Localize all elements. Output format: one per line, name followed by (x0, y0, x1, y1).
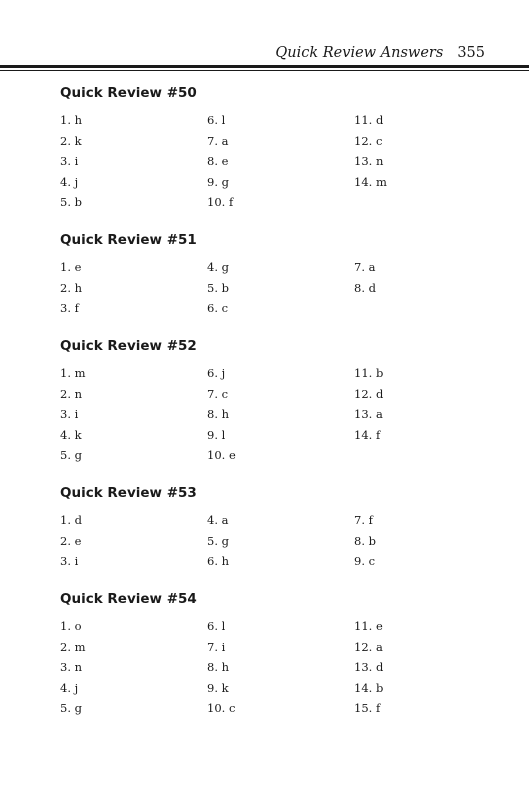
answer-item: 4. j (60, 680, 79, 695)
answer-item: 6. l (207, 113, 226, 127)
answer-item: 3. i (60, 154, 79, 168)
answer-item: 7. a (207, 133, 229, 148)
answer-item: 4. g (207, 260, 229, 274)
answer-item: 3. f (60, 301, 79, 315)
answer-item: 13. d (354, 660, 384, 674)
answer-item: 6. j (207, 366, 226, 380)
answer-item: 7. c (207, 386, 229, 401)
running-head (275, 45, 485, 61)
section-title: Quick Review #51 (60, 232, 197, 248)
answer-item: 12. a (354, 639, 383, 654)
answer-item: 5. g (207, 533, 229, 548)
answer-item: 5. g (60, 448, 82, 462)
answer-item: 3. i (60, 407, 79, 421)
answer-item: 6. c (207, 301, 229, 315)
answer-item: 1. h (60, 113, 83, 127)
answer-item: 2. h (60, 280, 83, 295)
section-title: Quick Review #50 (60, 85, 197, 101)
answer-item: 3. n (60, 660, 83, 674)
answer-grid (60, 616, 500, 719)
answer-grid (60, 510, 500, 572)
answer-item: 1. e (60, 260, 82, 274)
answer-item: 5. g (60, 701, 82, 715)
answer-item: 6. h (207, 554, 230, 568)
answer-item: 14. f (354, 427, 381, 442)
quick-review-section-54 (60, 589, 500, 719)
answer-grid (60, 110, 500, 213)
answer-item: 7. i (207, 639, 226, 654)
answer-item: 1. o (60, 619, 82, 633)
answer-item: 8. h (207, 407, 230, 421)
answer-item: 13. a (354, 407, 383, 421)
answer-item: 10. f (207, 195, 234, 209)
header-rule-thick (0, 65, 529, 68)
answer-grid (60, 257, 500, 319)
answer-item: 8. e (207, 154, 229, 168)
answer-item: 15. f (354, 701, 381, 715)
answer-item: 5. b (60, 195, 82, 209)
section-title: Quick Review #54 (60, 591, 197, 607)
answer-item: 9. c (354, 554, 376, 568)
answer-item: 4. j (60, 174, 79, 189)
answer-item: 9. g (207, 174, 229, 189)
answer-item: 4. a (207, 513, 229, 527)
answer-item: 12. c (354, 133, 383, 148)
quick-review-section-50 (60, 83, 500, 213)
section-title: Quick Review #52 (60, 338, 197, 354)
answer-grid (60, 363, 500, 466)
answer-item: 2. e (60, 533, 82, 548)
answer-item: 11. b (354, 366, 384, 380)
quick-review-section-53 (60, 483, 500, 572)
answer-item: 8. h (207, 660, 230, 674)
answer-item: 7. f (354, 513, 373, 527)
answer-item: 8. b (354, 533, 376, 548)
running-head-title: Quick Review Answers (275, 45, 444, 61)
answer-item: 10. e (207, 448, 236, 462)
answer-item: 10. c (207, 701, 236, 715)
answer-item: 8. d (354, 280, 376, 295)
answer-item: 9. l (207, 427, 226, 442)
answer-item: 4. k (60, 427, 82, 442)
section-title: Quick Review #53 (60, 485, 197, 501)
page-number: 355 (457, 45, 485, 61)
quick-review-section-52 (60, 336, 500, 466)
answer-item: 3. i (60, 554, 79, 568)
answer-item: 14. b (354, 680, 384, 695)
answer-item: 2. m (60, 639, 86, 654)
answer-item: 1. d (60, 513, 82, 527)
answer-item: 1. m (60, 366, 86, 380)
quick-review-section-51 (60, 230, 500, 319)
answer-item: 6. l (207, 619, 226, 633)
answer-item: 11. d (354, 113, 384, 127)
answer-item: 9. k (207, 680, 229, 695)
answer-item: 11. e (354, 619, 383, 633)
answer-item: 14. m (354, 174, 387, 189)
answer-item: 2. n (60, 386, 83, 401)
answer-item: 5. b (207, 280, 229, 295)
answer-item: 13. n (354, 154, 384, 168)
answer-item: 2. k (60, 133, 82, 148)
answer-item: 12. d (354, 386, 384, 401)
answer-item: 7. a (354, 260, 376, 274)
header-rule-thin (0, 70, 529, 71)
